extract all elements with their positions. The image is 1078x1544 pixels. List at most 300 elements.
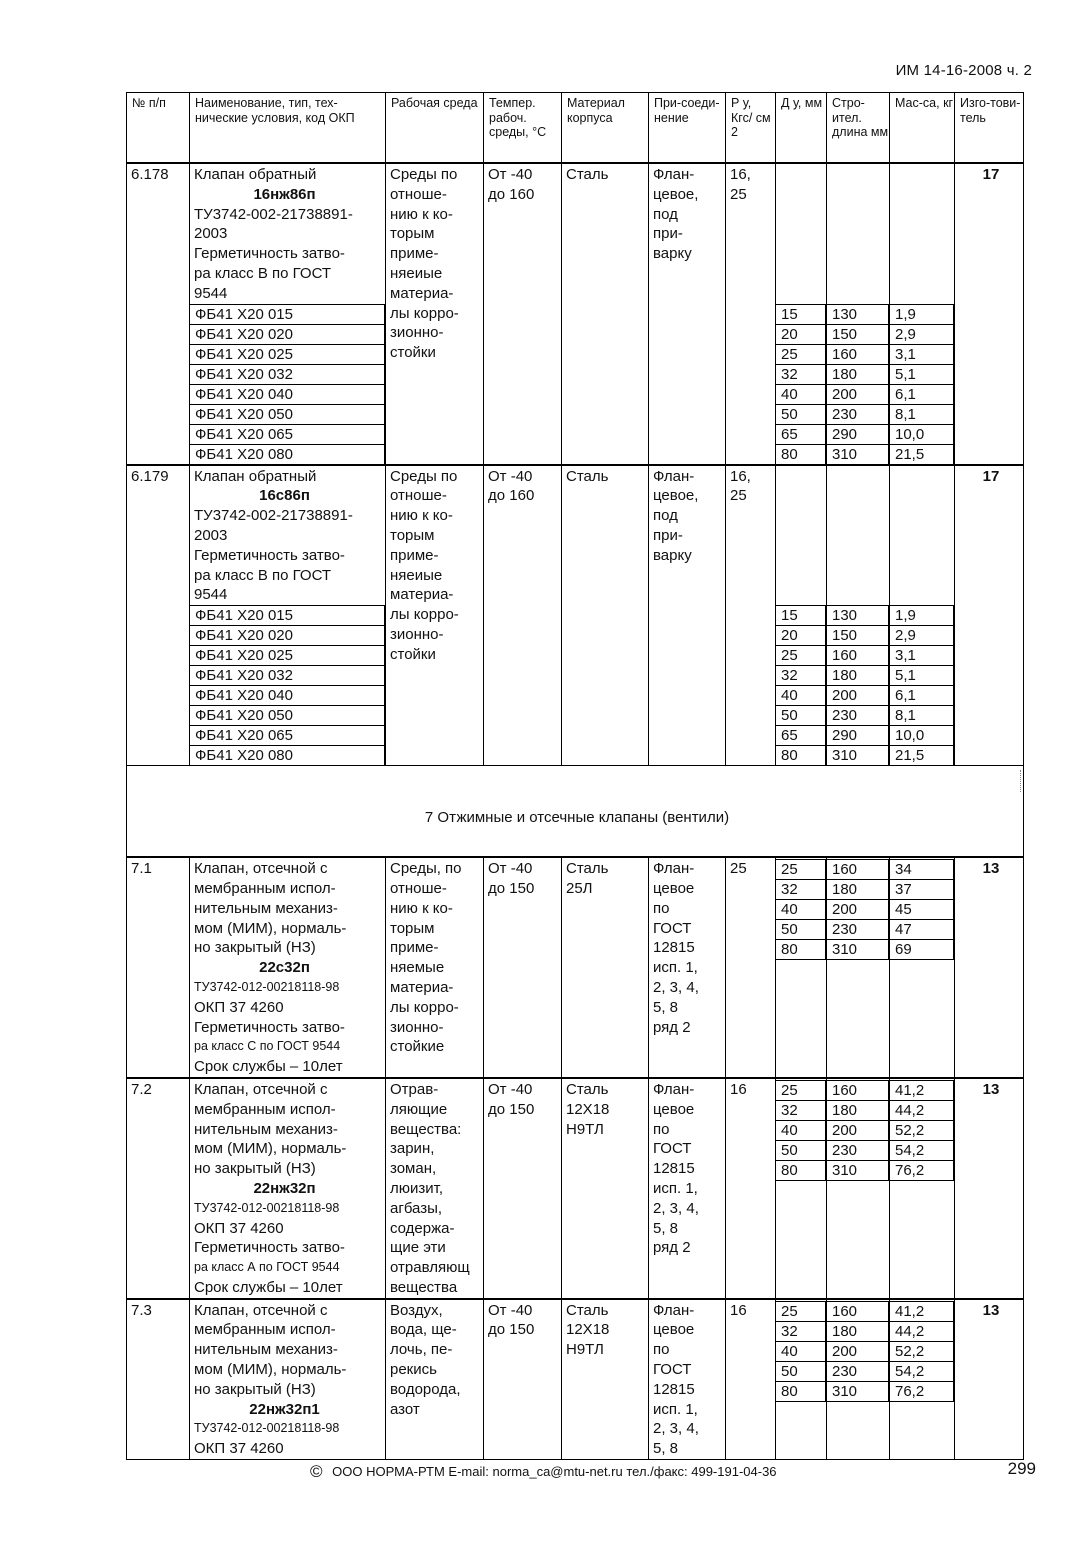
working-medium-line: вещества: bbox=[390, 1120, 462, 1138]
nominal-diameter: 40 bbox=[776, 384, 827, 405]
connection-type bbox=[649, 1299, 726, 1460]
description-line: мом (МИМ), нормаль- bbox=[194, 919, 347, 937]
body-material-line: Н9ТЛ bbox=[566, 1341, 604, 1359]
nominal-diameter: 80 bbox=[776, 939, 827, 960]
working-medium-line: лы корро- bbox=[390, 606, 459, 624]
variant-code: ФБ41 Х20 025 bbox=[190, 645, 386, 666]
working-medium-line: торым bbox=[390, 919, 435, 937]
working-medium-line: материа- bbox=[390, 978, 454, 996]
nominal-diameter: 80 bbox=[776, 1160, 827, 1181]
working-medium-line: стойкие bbox=[390, 1038, 445, 1056]
description-line: ра класс В по ГОСТ bbox=[194, 264, 332, 282]
nominal-diameter: 25 bbox=[776, 1080, 827, 1101]
mass-value: 6,1 bbox=[890, 384, 955, 405]
description-line: мембранным испол- bbox=[194, 1100, 336, 1118]
section-row bbox=[127, 766, 1024, 858]
description-line: нительным механиз- bbox=[194, 899, 338, 917]
connection-type-line: 12815 bbox=[653, 939, 695, 957]
working-medium-line: няеиые bbox=[390, 264, 443, 282]
working-medium-line: няеиые bbox=[390, 566, 443, 584]
working-medium bbox=[386, 465, 484, 766]
description-line: Клапан обратный bbox=[194, 467, 317, 485]
spacer bbox=[780, 566, 826, 586]
face-to-face-length: 230 bbox=[827, 705, 890, 726]
connection-type-line: исп. 1, bbox=[653, 959, 698, 977]
manufacturer-number: 13 bbox=[982, 1080, 1000, 1098]
description-line: мембранным испол- bbox=[194, 879, 336, 897]
connection-type-line: 5, 8 bbox=[653, 998, 679, 1016]
working-medium-line: зионно- bbox=[390, 1018, 444, 1036]
working-medium-line: приме- bbox=[390, 546, 439, 564]
nominal-diameter: 40 bbox=[776, 899, 827, 920]
connection-type-line: цевое bbox=[653, 879, 695, 897]
column-header-maker: Изго-тови-тель bbox=[955, 93, 1024, 164]
nominal-pressure-line: 16, bbox=[730, 166, 751, 183]
nominal-diameter: 50 bbox=[776, 1140, 827, 1161]
connection-type-line: варку bbox=[653, 546, 692, 564]
description-line: 2003 bbox=[194, 225, 228, 243]
spacer bbox=[831, 264, 889, 284]
item-description bbox=[190, 1078, 386, 1299]
temperature-line: От -40 bbox=[488, 1080, 533, 1098]
manufacturer-code bbox=[955, 857, 1024, 1078]
description-line: Герметичность затво- bbox=[194, 546, 345, 564]
mass-value: 1,9 bbox=[890, 605, 955, 626]
column-header-num: № п/п bbox=[127, 93, 190, 164]
mass-value: 41,2 bbox=[890, 1080, 955, 1101]
spacer bbox=[780, 506, 826, 526]
mass-value: 5,1 bbox=[890, 364, 955, 385]
item-description bbox=[190, 1299, 386, 1460]
body-material-line: 12Х18 bbox=[566, 1321, 610, 1339]
nominal-pressure-line: 25 bbox=[730, 185, 747, 203]
row-number: 7.2 bbox=[127, 1078, 190, 1299]
connection-type-line: Флан- bbox=[653, 467, 695, 485]
section-title: 7 Отжимные и отсечные клапаны (вентили) bbox=[127, 766, 1024, 858]
variant-code: ФБ41 Х20 020 bbox=[190, 625, 386, 646]
face-to-face-length: 310 bbox=[827, 745, 890, 766]
temperature-line: От -40 bbox=[488, 166, 533, 183]
working-medium-line: Среды по bbox=[390, 166, 458, 183]
spacer bbox=[894, 467, 954, 487]
connection-type-line: при- bbox=[653, 225, 683, 243]
mass-value: 10,0 bbox=[890, 424, 955, 445]
body-material-line: Сталь bbox=[566, 860, 609, 878]
document-code: ИМ 14-16-2008 ч. 2 bbox=[895, 62, 1032, 79]
description-line: но закрытый (НЗ) bbox=[194, 939, 316, 957]
working-medium bbox=[386, 163, 484, 465]
spacer bbox=[780, 165, 826, 185]
face-to-face-length: 200 bbox=[827, 1120, 890, 1141]
nominal-diameter: 65 bbox=[776, 725, 827, 746]
nominal-diameter: 32 bbox=[776, 1100, 827, 1121]
spacer bbox=[831, 585, 889, 605]
face-to-face-length: 150 bbox=[827, 324, 890, 345]
variant-code: ФБ41 Х20 040 bbox=[190, 685, 386, 706]
face-to-face-length: 200 bbox=[827, 1341, 890, 1362]
working-medium-line: приме- bbox=[390, 939, 439, 957]
nominal-diameter: 25 bbox=[776, 344, 827, 365]
scan-artifact bbox=[1020, 770, 1024, 792]
working-medium-line: зоман, bbox=[390, 1160, 437, 1178]
spacer bbox=[894, 546, 954, 566]
face-to-face-length: 310 bbox=[827, 444, 890, 465]
nominal-diameter: 32 bbox=[776, 665, 827, 686]
spacer bbox=[780, 486, 826, 506]
spacer bbox=[780, 467, 826, 487]
working-medium-line: лы корро- bbox=[390, 304, 459, 322]
working-medium-line: нию к ко- bbox=[390, 899, 453, 917]
mass-value: 41,2 bbox=[890, 1301, 955, 1322]
description-line: ТУ3742-012-00218118-98 bbox=[194, 1421, 340, 1436]
spacer bbox=[894, 526, 954, 546]
face-to-face-length: 290 bbox=[827, 725, 890, 746]
temperature bbox=[484, 1078, 562, 1299]
mass-value: 8,1 bbox=[890, 705, 955, 726]
working-medium-line: агбазы, bbox=[390, 1199, 443, 1217]
column-header-material: Материал корпуса bbox=[562, 93, 649, 164]
connection-type-line: цевое, bbox=[653, 487, 699, 505]
working-medium-line: отноше- bbox=[390, 487, 447, 505]
working-medium-line: рекись bbox=[390, 1361, 437, 1379]
nominal-pressure-line: 16, bbox=[730, 467, 751, 485]
connection-type-line: под bbox=[653, 507, 678, 525]
description-line: Срок службы – 10лет bbox=[194, 1278, 343, 1296]
body-material-line: Сталь bbox=[566, 166, 609, 183]
spacer bbox=[894, 585, 954, 605]
description-line: ОКП 37 4260 bbox=[194, 1219, 284, 1237]
working-medium-line: Отрав- bbox=[390, 1080, 439, 1098]
variant-code: ФБ41 Х20 080 bbox=[190, 444, 386, 465]
face-to-face-length: 150 bbox=[827, 625, 890, 646]
nominal-diameter: 15 bbox=[776, 605, 827, 626]
body-material bbox=[562, 163, 649, 465]
face-to-face-length: 160 bbox=[827, 344, 890, 365]
row-number: 6.178 bbox=[127, 163, 190, 465]
manufacturer-code bbox=[955, 465, 1024, 766]
connection-type-line: варку bbox=[653, 245, 692, 263]
working-medium-line: торым bbox=[390, 225, 435, 243]
row-number: 6.179 bbox=[127, 465, 190, 766]
valve-spec-table bbox=[126, 92, 1024, 1460]
description-line: нительным механиз- bbox=[194, 1120, 338, 1138]
spacer bbox=[780, 224, 826, 244]
temperature-line: От -40 bbox=[488, 1301, 533, 1319]
working-medium-line: вещества bbox=[390, 1278, 458, 1296]
spacer bbox=[831, 486, 889, 506]
description-line: мембранным испол- bbox=[194, 1321, 336, 1339]
mass-value: 1,9 bbox=[890, 304, 955, 325]
spacer bbox=[780, 284, 826, 304]
mass-value: 6,1 bbox=[890, 685, 955, 706]
working-medium-line: лочь, пе- bbox=[390, 1341, 453, 1359]
nominal-diameter: 32 bbox=[776, 364, 827, 385]
connection-type-line: по bbox=[653, 899, 670, 917]
body-material bbox=[562, 1078, 649, 1299]
temperature-line: до 160 bbox=[488, 487, 535, 505]
working-medium-line: зарин, bbox=[390, 1140, 435, 1158]
model-designation: 22нж32п bbox=[253, 1179, 316, 1197]
face-to-face-length: 200 bbox=[827, 685, 890, 706]
face-to-face-length: 230 bbox=[827, 919, 890, 940]
working-medium-line: Среды, по bbox=[390, 860, 462, 878]
nominal-diameter: 25 bbox=[776, 1301, 827, 1322]
nominal-diameter: 50 bbox=[776, 404, 827, 425]
nominal-diameter: 25 bbox=[776, 645, 827, 666]
nominal-diameter: 32 bbox=[776, 1321, 827, 1342]
spacer bbox=[894, 165, 954, 185]
temperature-line: до 160 bbox=[488, 185, 535, 203]
spacer bbox=[780, 264, 826, 284]
manufacturer-number: 17 bbox=[982, 166, 1000, 183]
body-material-line: Сталь bbox=[566, 1301, 609, 1319]
model-designation: 22нж32п1 bbox=[249, 1400, 320, 1418]
spacer bbox=[894, 185, 954, 205]
mass-value-column bbox=[890, 1299, 955, 1460]
connection-type-line: 2, 3, 4, bbox=[653, 978, 699, 996]
nominal-diameter: 65 bbox=[776, 424, 827, 445]
connection-type-line: ряд 2 bbox=[653, 1239, 691, 1257]
temperature-line: до 150 bbox=[488, 879, 535, 897]
body-material-line: 12Х18 bbox=[566, 1100, 610, 1118]
nominal-diameter: 50 bbox=[776, 705, 827, 726]
spacer bbox=[831, 506, 889, 526]
connection-type-line: 2, 3, 4, bbox=[653, 1420, 699, 1438]
mass-value: 37 bbox=[890, 879, 955, 900]
description-line: но закрытый (НЗ) bbox=[194, 1160, 316, 1178]
description-line: нительным механиз- bbox=[194, 1341, 338, 1359]
working-medium-line: ляющие bbox=[390, 1100, 448, 1118]
variant-code: ФБ41 Х20 050 bbox=[190, 404, 386, 425]
item-description bbox=[190, 163, 386, 465]
spacer bbox=[780, 585, 826, 605]
mass-value: 69 bbox=[890, 939, 955, 960]
variant-code: ФБ41 Х20 080 bbox=[190, 745, 386, 766]
face-to-face-length: 160 bbox=[827, 1080, 890, 1101]
description-line: Клапан обратный bbox=[194, 166, 317, 183]
working-medium-line: торым bbox=[390, 526, 435, 544]
temperature-line: до 150 bbox=[488, 1100, 535, 1118]
body-material-line: Сталь bbox=[566, 1080, 609, 1098]
spacer bbox=[831, 205, 889, 225]
description-line: ТУ3742-012-00218118-98 bbox=[194, 979, 340, 994]
mass-value-column bbox=[890, 465, 955, 766]
face-to-face-length: 160 bbox=[827, 645, 890, 666]
manufacturer-number: 17 bbox=[982, 467, 1000, 485]
nominal-pressure-line: 16 bbox=[730, 1080, 747, 1098]
working-medium-line: отравляющ bbox=[390, 1259, 470, 1277]
working-medium-line: Среды по bbox=[390, 467, 458, 485]
working-medium-line: нию к ко- bbox=[390, 205, 453, 223]
temperature-line: до 150 bbox=[488, 1321, 535, 1339]
mass-value: 76,2 bbox=[890, 1160, 955, 1181]
column-header-name: Наименование, тип, тех-нические условия, код ОКП bbox=[190, 93, 386, 164]
connection-type-line: под bbox=[653, 205, 678, 223]
nominal-diameter-column bbox=[776, 1078, 827, 1299]
description-line: но закрытый (НЗ) bbox=[194, 1380, 316, 1398]
description-line: 9544 bbox=[194, 284, 228, 302]
temperature bbox=[484, 1299, 562, 1460]
working-medium-line: материа- bbox=[390, 586, 454, 604]
nominal-diameter: 40 bbox=[776, 1341, 827, 1362]
variant-code: ФБ41 Х20 040 bbox=[190, 384, 386, 405]
face-to-face-length-column bbox=[827, 465, 890, 766]
nominal-diameter: 80 bbox=[776, 1381, 827, 1402]
spacer bbox=[831, 284, 889, 304]
product-row bbox=[127, 1299, 1024, 1460]
nominal-diameter: 40 bbox=[776, 685, 827, 706]
working-medium-line: приме- bbox=[390, 245, 439, 263]
model-designation: 16нж86п bbox=[253, 185, 316, 203]
face-to-face-length: 230 bbox=[827, 404, 890, 425]
working-medium bbox=[386, 857, 484, 1078]
nominal-pressure bbox=[726, 1078, 776, 1299]
nominal-pressure-line: 25 bbox=[730, 487, 747, 505]
copyright-icon: © bbox=[310, 1462, 323, 1481]
connection-type-line: исп. 1, bbox=[653, 1179, 698, 1197]
face-to-face-length-column bbox=[827, 1299, 890, 1460]
description-line: Герметичность затво- bbox=[194, 1018, 345, 1036]
description-line: Клапан, отсечной с bbox=[194, 860, 328, 878]
working-medium-line: вода, ще- bbox=[390, 1321, 457, 1339]
footer-contacts: ООО НОРМА-РТМ E-mail: norma_ca@mtu-net.ru тел./факс: 499-191-04-36 bbox=[332, 1464, 777, 1479]
variant-code: ФБ41 Х20 065 bbox=[190, 424, 386, 445]
description-line: ОКП 37 4260 bbox=[194, 1440, 284, 1458]
nominal-diameter: 50 bbox=[776, 1361, 827, 1382]
page-number: 299 bbox=[1007, 1459, 1036, 1478]
temperature bbox=[484, 465, 562, 766]
face-to-face-length-column bbox=[827, 163, 890, 465]
description-line: мом (МИМ), нормаль- bbox=[194, 1140, 347, 1158]
working-medium-line: материа- bbox=[390, 284, 454, 302]
temperature-line: От -40 bbox=[488, 860, 533, 878]
face-to-face-length: 180 bbox=[827, 879, 890, 900]
connection-type-line: при- bbox=[653, 526, 683, 544]
mass-value: 2,9 bbox=[890, 324, 955, 345]
mass-value: 3,1 bbox=[890, 645, 955, 666]
face-to-face-length: 290 bbox=[827, 424, 890, 445]
working-medium bbox=[386, 1299, 484, 1460]
manufacturer-number: 13 bbox=[982, 1301, 1000, 1319]
face-to-face-length: 160 bbox=[827, 1301, 890, 1322]
mass-value: 21,5 bbox=[890, 444, 955, 465]
column-header-connection: При-соеди-нение bbox=[649, 93, 726, 164]
mass-value: 5,1 bbox=[890, 665, 955, 686]
connection-type bbox=[649, 163, 726, 465]
description-line: 2003 bbox=[194, 526, 228, 544]
spacer bbox=[831, 185, 889, 205]
face-to-face-length: 200 bbox=[827, 899, 890, 920]
mass-value: 8,1 bbox=[890, 404, 955, 425]
nominal-diameter: 25 bbox=[776, 859, 827, 880]
description-line: ра класс В по ГОСТ bbox=[194, 566, 332, 584]
face-to-face-length: 180 bbox=[827, 1100, 890, 1121]
spacer bbox=[780, 205, 826, 225]
face-to-face-length-column bbox=[827, 1078, 890, 1299]
face-to-face-length: 310 bbox=[827, 1160, 890, 1181]
working-medium-line: водорода, bbox=[390, 1380, 461, 1398]
nominal-pressure bbox=[726, 465, 776, 766]
spacer bbox=[780, 185, 826, 205]
column-header-pressure: Р у, Кгс/ см 2 bbox=[726, 93, 776, 164]
face-to-face-length: 200 bbox=[827, 384, 890, 405]
nominal-diameter-column bbox=[776, 1299, 827, 1460]
working-medium-line: отноше- bbox=[390, 185, 447, 203]
mass-value: 10,0 bbox=[890, 725, 955, 746]
temperature-line: От -40 bbox=[488, 467, 533, 485]
variant-code: ФБ41 Х20 020 bbox=[190, 324, 386, 345]
nominal-pressure bbox=[726, 163, 776, 465]
working-medium-line: няемые bbox=[390, 959, 445, 977]
product-row bbox=[127, 857, 1024, 1078]
connection-type-line: по bbox=[653, 1341, 670, 1359]
spacer bbox=[831, 467, 889, 487]
mass-value: 45 bbox=[890, 899, 955, 920]
variant-code: ФБ41 Х20 015 bbox=[190, 304, 386, 325]
nominal-diameter-column bbox=[776, 465, 827, 766]
connection-type-line: Флан- bbox=[653, 166, 695, 183]
nominal-diameter: 20 bbox=[776, 625, 827, 646]
manufacturer-number: 13 bbox=[982, 860, 1000, 878]
connection-type-line: цевое bbox=[653, 1321, 695, 1339]
face-to-face-length: 180 bbox=[827, 1321, 890, 1342]
connection-type-line: ГОСТ bbox=[653, 1140, 692, 1158]
mass-value: 52,2 bbox=[890, 1341, 955, 1362]
body-material-line: 25Л bbox=[566, 879, 593, 897]
mass-value: 21,5 bbox=[890, 745, 955, 766]
spacer bbox=[894, 205, 954, 225]
footer bbox=[310, 1462, 777, 1482]
description-line: ТУ3742-002-21738891- bbox=[194, 507, 353, 525]
spacer bbox=[831, 546, 889, 566]
variant-code: ФБ41 Х20 032 bbox=[190, 665, 386, 686]
body-material bbox=[562, 1299, 649, 1460]
face-to-face-length: 310 bbox=[827, 1381, 890, 1402]
nominal-diameter: 32 bbox=[776, 879, 827, 900]
spacer bbox=[780, 546, 826, 566]
mass-value: 52,2 bbox=[890, 1120, 955, 1141]
working-medium-line: щие эти bbox=[390, 1239, 446, 1257]
mass-value: 54,2 bbox=[890, 1140, 955, 1161]
mass-value-column bbox=[890, 857, 955, 1078]
mass-value: 54,2 bbox=[890, 1361, 955, 1382]
variant-code: ФБ41 Х20 065 bbox=[190, 725, 386, 746]
mass-value: 47 bbox=[890, 919, 955, 940]
variant-code: ФБ41 Х20 032 bbox=[190, 364, 386, 385]
row-number: 7.1 bbox=[127, 857, 190, 1078]
row-number: 7.3 bbox=[127, 1299, 190, 1460]
nominal-diameter-column bbox=[776, 857, 827, 1078]
model-designation: 22с32п bbox=[259, 959, 310, 977]
mass-value: 44,2 bbox=[890, 1100, 955, 1121]
product-row bbox=[127, 163, 1024, 465]
face-to-face-length: 130 bbox=[827, 304, 890, 325]
mass-value: 44,2 bbox=[890, 1321, 955, 1342]
face-to-face-length: 310 bbox=[827, 939, 890, 960]
spacer bbox=[780, 526, 826, 546]
body-material bbox=[562, 857, 649, 1078]
nominal-diameter: 50 bbox=[776, 919, 827, 940]
working-medium-line: стойки bbox=[390, 344, 436, 362]
working-medium-line: стойки bbox=[390, 645, 436, 663]
working-medium-line: зионно- bbox=[390, 324, 444, 342]
connection-type bbox=[649, 1078, 726, 1299]
connection-type-line: ГОСТ bbox=[653, 919, 692, 937]
nominal-pressure bbox=[726, 857, 776, 1078]
product-row bbox=[127, 1078, 1024, 1299]
connection-type-line: 12815 bbox=[653, 1380, 695, 1398]
mass-value: 3,1 bbox=[890, 344, 955, 365]
